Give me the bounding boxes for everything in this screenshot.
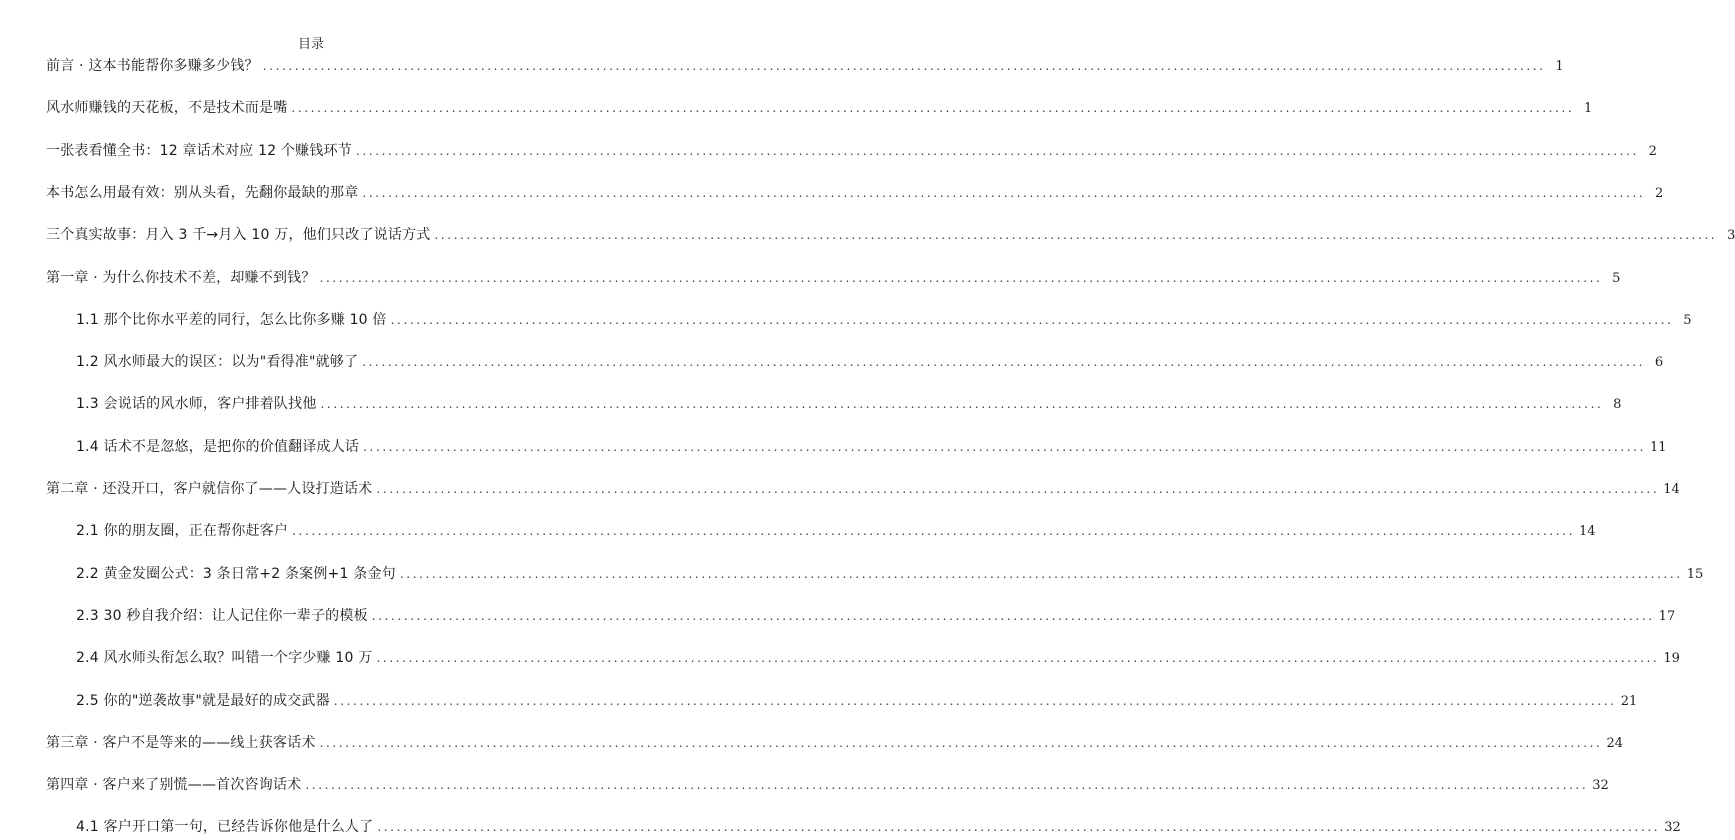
toc-entry[interactable] xyxy=(76,605,1676,627)
toc-entry-page-number: 1 xyxy=(1555,59,1564,74)
toc-entry[interactable] xyxy=(46,182,1664,204)
toc-dot-leader: ........................................................................................................................................................................................................ xyxy=(355,143,1639,158)
toc-entry-page-number: 24 xyxy=(1606,735,1623,751)
toc-entry[interactable] xyxy=(76,690,1638,712)
toc-dot-leader: ........................................................................................................................................................................................................ xyxy=(320,397,1604,412)
toc-entry-page-number: 2 xyxy=(1648,143,1657,159)
toc-entry-page-number: 32 xyxy=(1664,820,1681,836)
toc-entry-label: 4.1 客户开口第一句，已经告诉你他是什么人了 xyxy=(76,819,374,836)
toc-entry-label: 前言 · 这本书能帮你多赚多少钱？ xyxy=(46,58,259,74)
toc-dot-leader: ........................................................................................................................................................................................................ xyxy=(319,270,1603,285)
toc-entry[interactable] xyxy=(76,393,1622,415)
toc-entry-label: 1.4 话术不是忽悠，是把你的价值翻译成人话 xyxy=(76,438,360,455)
toc-entry-page-number: 15 xyxy=(1686,566,1704,582)
toc-dot-leader: ........................................................................................................................................................................................................ xyxy=(319,735,1603,750)
toc-entry-label: 1.1 那个比你水平差的同行，怎么比你多赚 10 倍 xyxy=(76,311,387,328)
toc-entry[interactable] xyxy=(46,224,1735,246)
toc-dot-leader: ........................................................................................................................................................................................................ xyxy=(362,355,1646,370)
toc-entry-page-number: 14 xyxy=(1579,524,1596,540)
toc-entry[interactable] xyxy=(76,520,1596,542)
toc-entry-label: 1.2 风水师最大的误区：以为"看得准"就够了 xyxy=(76,354,359,371)
toc-entry-page-number: 14 xyxy=(1663,482,1680,497)
toc-entry[interactable] xyxy=(76,309,1692,331)
toc-dot-leader: ........................................................................................................................................................................................................ xyxy=(399,566,1683,581)
toc-dot-leader: ........................................................................................................................................................................................................ xyxy=(376,482,1660,496)
toc-dot-leader: ........................................................................................................................................................................................................ xyxy=(292,524,1576,539)
toc-dot-leader: ........................................................................................................................................................................................................ xyxy=(434,228,1718,243)
toc-entry-label: 2.4 风水师头衔怎么取？叫错一个字少赚 10 万 xyxy=(76,650,373,667)
toc-dot-leader: ........................................................................................................................................................................................................ xyxy=(362,185,1646,200)
toc-entry-label: 第三章 · 客户不是等来的——线上获客话术 xyxy=(46,734,316,751)
toc-entry-label: 第二章 · 还没开口，客户就信你了——人设打造话术 xyxy=(46,481,373,497)
toc-entry[interactable] xyxy=(76,436,1667,458)
toc-entry-page-number: 1 xyxy=(1584,101,1593,117)
toc-entry-label: 2.3 30 秒自我介绍：让人记住你一辈子的模板 xyxy=(76,607,368,624)
toc-entry[interactable] xyxy=(46,478,1680,500)
toc-entry-page-number: 5 xyxy=(1612,270,1621,286)
toc-entry-page-number: 19 xyxy=(1663,651,1680,667)
toc-dot-leader: ........................................................................................................................................................................................................ xyxy=(376,651,1660,666)
toc-entry-label: 1.3 会说话的风水师，客户排着队找他 xyxy=(76,396,317,413)
toc-entry-page-number: 2 xyxy=(1655,185,1664,201)
toc-entry[interactable] xyxy=(46,267,1621,289)
toc-entry-label: 2.1 你的朋友圈，正在帮你赶客户 xyxy=(76,523,289,540)
toc-entry-page-number: 21 xyxy=(1620,693,1638,709)
toc-title: 目录 xyxy=(297,37,324,52)
toc-entry-label: 三个真实故事：月入 3 千→月入 10 万，他们只改了说话方式 xyxy=(46,227,431,244)
toc-entry-page-number: 8 xyxy=(1613,397,1622,413)
toc-entry-label: 2.2 黄金发圈公式：3 条日常+2 条案例+1 条金句 xyxy=(76,565,396,582)
toc-entry-page-number: 32 xyxy=(1592,778,1609,794)
toc-entry[interactable] xyxy=(46,774,1609,796)
toc-entry-page-number: 11 xyxy=(1650,439,1667,455)
toc-entry-label: 本书怎么用最有效：别从头看，先翻你最缺的那章 xyxy=(46,184,359,201)
toc-entry-label: 风水师赚钱的天花板，不是技术而是嘴 xyxy=(46,100,288,117)
toc-dot-leader: ........................................................................................................................................................................................................ xyxy=(262,59,1546,73)
toc-entry[interactable] xyxy=(76,647,1680,669)
toc-entry-page-number: 3 xyxy=(1727,228,1735,244)
toc-entry[interactable] xyxy=(46,97,1593,119)
toc-entry[interactable] xyxy=(46,140,1657,162)
toc-entry-page-number: 5 xyxy=(1683,312,1692,328)
toc-entry[interactable] xyxy=(76,563,1704,585)
toc-entry-page-number: 17 xyxy=(1658,608,1676,624)
toc-dot-leader: ........................................................................................................................................................................................................ xyxy=(371,608,1655,623)
toc-dot-leader: ........................................................................................................................................................................................................ xyxy=(363,439,1647,454)
toc-dot-leader: ........................................................................................................................................................................................................ xyxy=(291,101,1575,116)
toc-entry-page-number: 6 xyxy=(1654,355,1664,371)
toc-entry-label: 第四章 · 客户来了别慌——首次咨询话术 xyxy=(46,777,302,794)
toc-entry-label: 第一章 · 为什么你技术不差，却赚不到钱？ xyxy=(46,269,316,286)
toc-entry-label: 2.5 你的"逆袭故事"就是最好的成交武器 xyxy=(76,692,330,709)
toc-entry[interactable] xyxy=(46,55,1564,77)
toc-dot-leader: ........................................................................................................................................................................................................ xyxy=(390,312,1674,327)
toc-entry-label: 一张表看懂全书：12 章话术对应 12 个赚钱环节 xyxy=(46,142,352,159)
toc-dot-leader: ........................................................................................................................................................................................................ xyxy=(333,693,1617,708)
toc-dot-leader: ........................................................................................................................................................................................................ xyxy=(377,820,1661,835)
toc-dot-leader: ........................................................................................................................................................................................................ xyxy=(305,778,1589,793)
toc-entry[interactable] xyxy=(76,351,1664,373)
toc-entry[interactable] xyxy=(76,816,1681,838)
toc-entry[interactable] xyxy=(46,732,1623,754)
